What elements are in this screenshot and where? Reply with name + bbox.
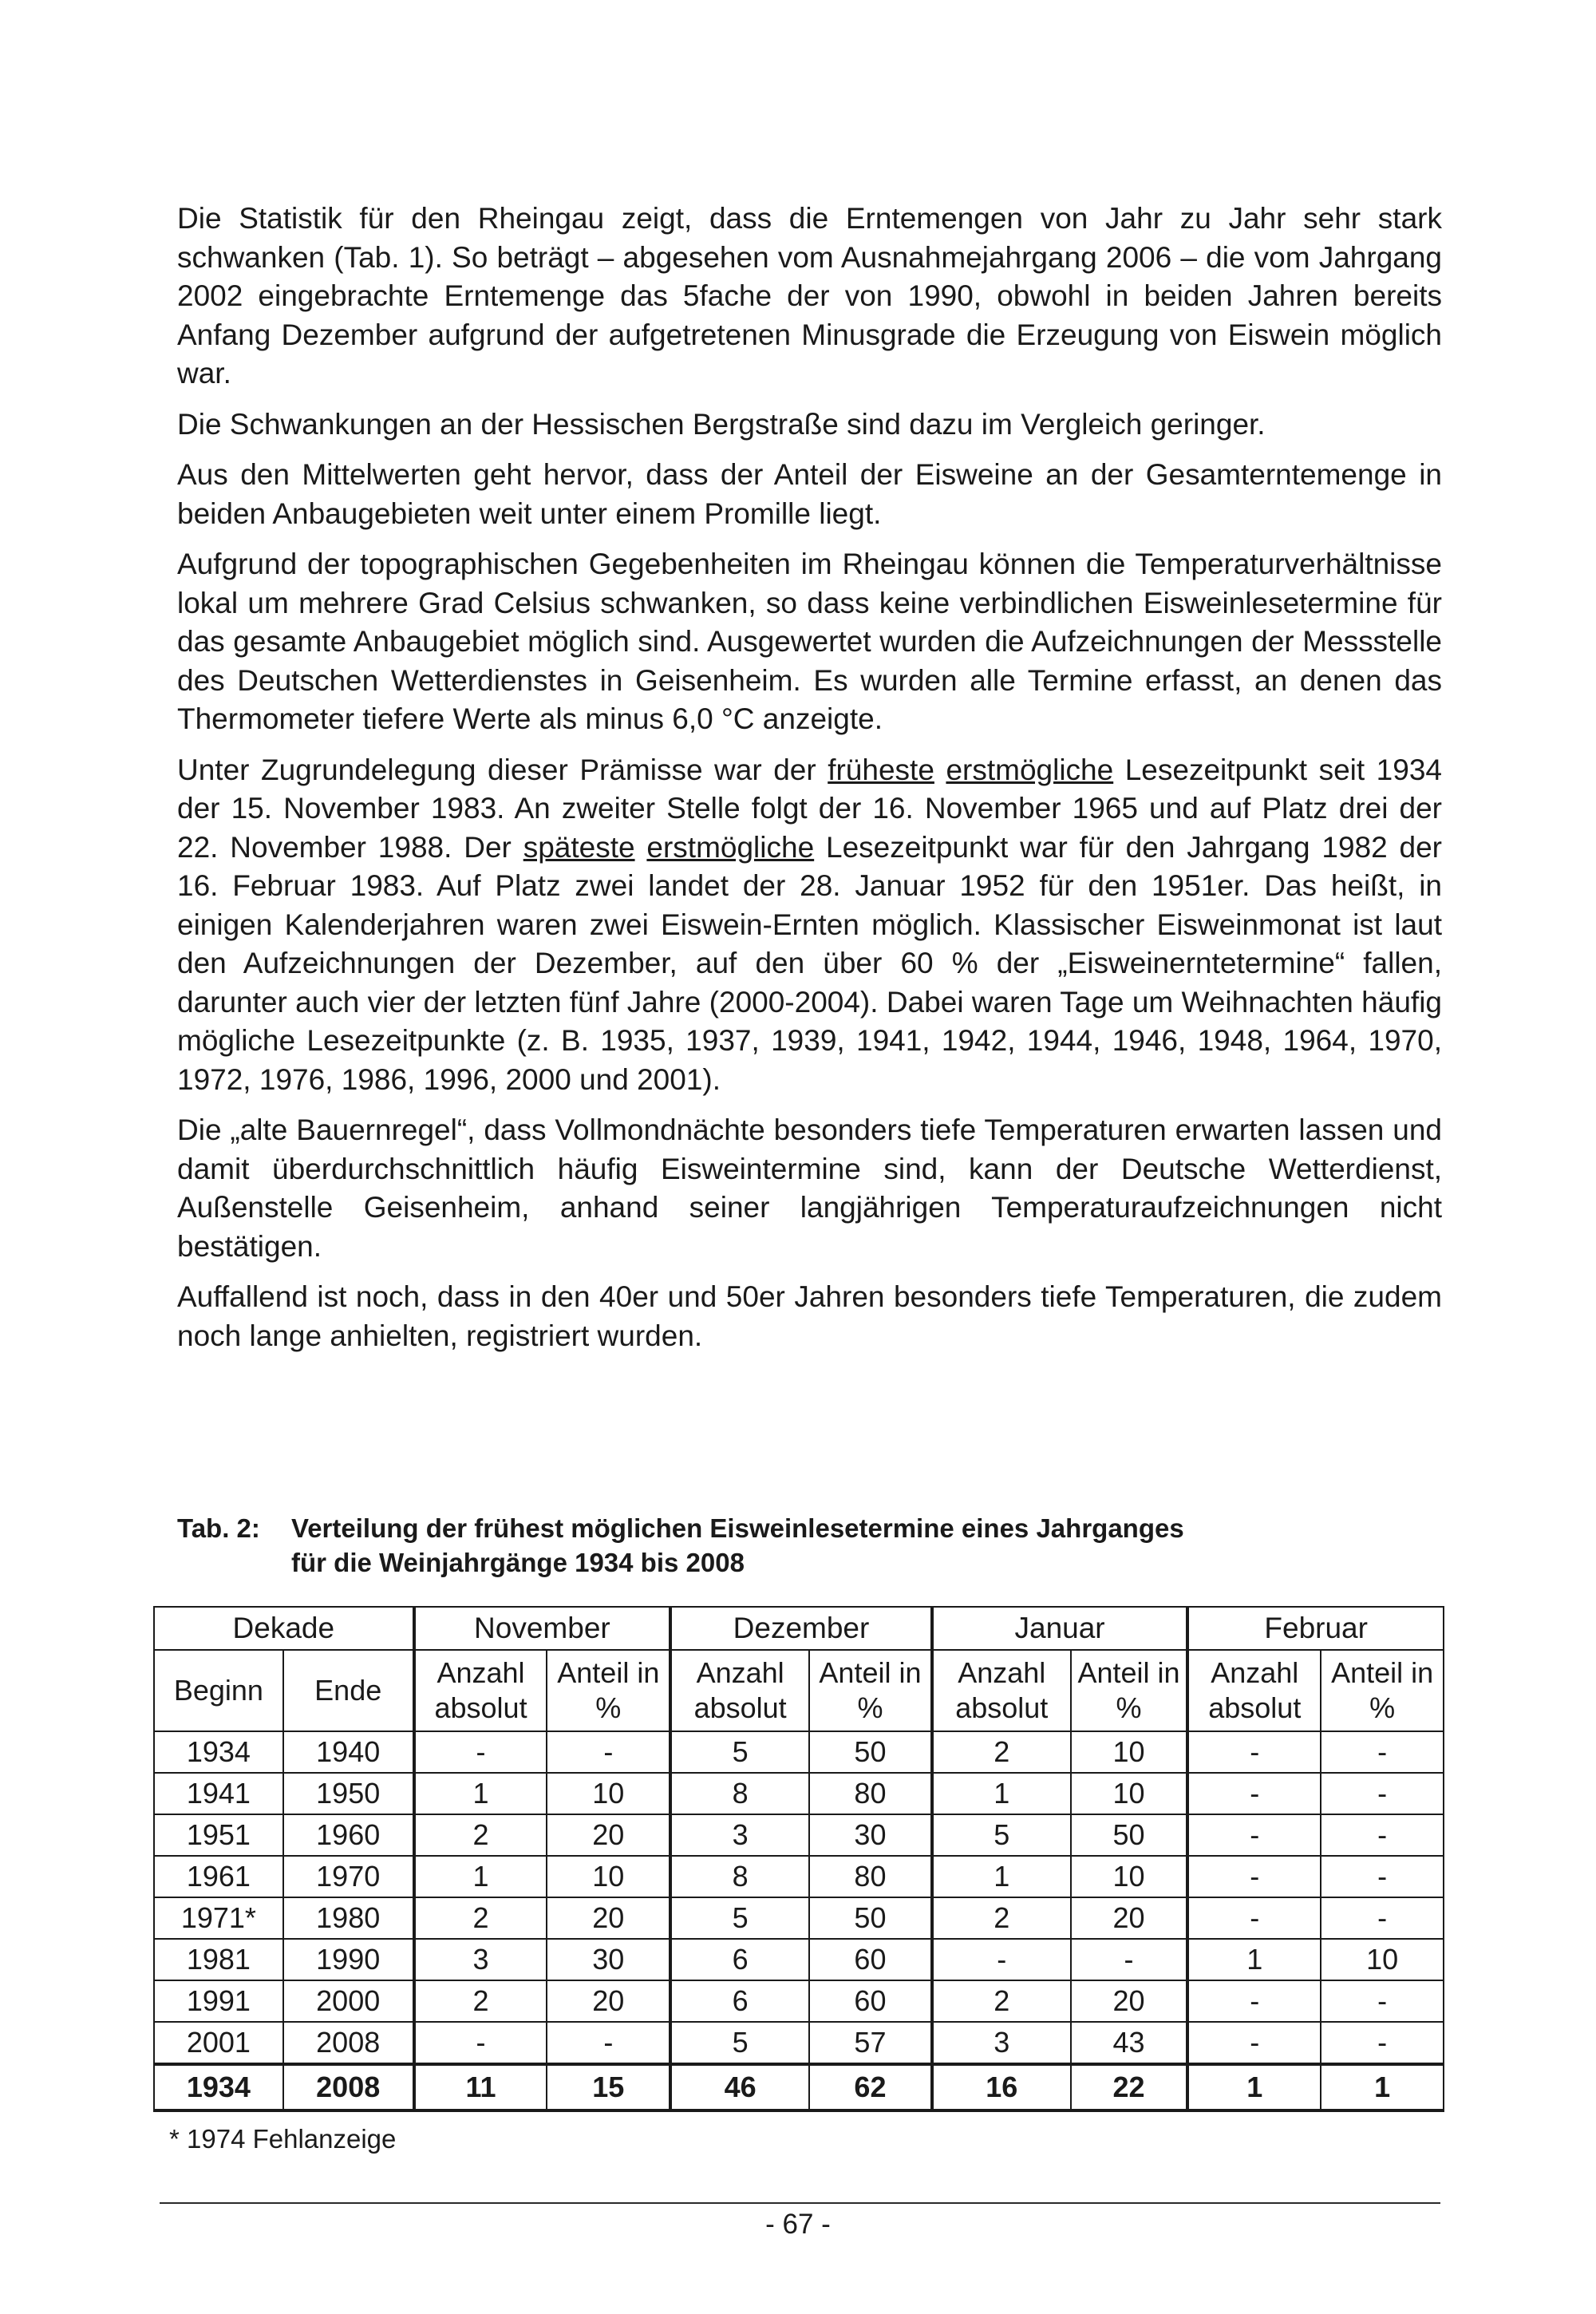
table-cell: 2008 — [283, 2064, 414, 2110]
table-cell: 46 — [670, 2064, 809, 2110]
table-cell: - — [1321, 1814, 1444, 1856]
paragraph-3: Aus den Mittelwerten geht hervor, dass der Anteil der Eisweine an der Gesamterntemenge in beiden Anbaugebieten weit unter einem Promille liegt. — [177, 458, 1442, 530]
table-cell: 20 — [547, 1897, 670, 1939]
eiswein-dates-table — [153, 1606, 1444, 2112]
header-anzahl: Anzahl absolut — [670, 1650, 809, 1731]
table-cell: 1 — [1187, 1939, 1321, 1980]
table-cell: 1 — [1321, 2064, 1444, 2110]
table-cell: - — [1187, 1731, 1321, 1773]
underlined-first-possible-2: erstmögliche — [646, 830, 815, 864]
table-row — [154, 1731, 1444, 1773]
table-cell: - — [1321, 2022, 1444, 2064]
table-cell: 50 — [809, 1731, 932, 1773]
table-cell: - — [1187, 1773, 1321, 1814]
table-cell: 30 — [809, 1814, 932, 1856]
table-cell: 10 — [547, 1856, 670, 1897]
table-cell: 8 — [670, 1773, 809, 1814]
table-row — [154, 1939, 1444, 1980]
table-cell: 1971* — [154, 1897, 283, 1939]
table-cell: - — [414, 2022, 547, 2064]
table-cell: 5 — [670, 2022, 809, 2064]
header-anteil: Anteil in % — [547, 1650, 670, 1731]
table-cell: 10 — [547, 1773, 670, 1814]
table-cell: 16 — [932, 2064, 1071, 2110]
table-cell: 3 — [414, 1939, 547, 1980]
table-cell: 1991 — [154, 1980, 283, 2022]
table-cell: 2 — [414, 1814, 547, 1856]
table-cell: 62 — [809, 2064, 932, 2110]
table-cell: 1 — [414, 1856, 547, 1897]
table-cell: 1934 — [154, 1731, 283, 1773]
table-body — [154, 1731, 1444, 2110]
table-cell: 1 — [932, 1773, 1071, 1814]
table-cell: 57 — [809, 2022, 932, 2064]
paragraph-1: Die Statistik für den Rheingau zeigt, dass die Erntemengen von Jahr zu Jahr sehr stark schwanken (Tab. 1). So beträgt – abgesehen vom Ausnahmejahrgang 2006 – die vom Jahrgang 2002 eingebrachte Erntemenge das 5fache der von 1990, obwohl in beiden Jahren bereits Anfang Dezember aufgrund der aufgetretenen Minusgrade die Erzeugung von Eiswein möglich war. — [177, 202, 1442, 390]
table-cell: - — [1187, 2022, 1321, 2064]
header-dekade: Dekade — [154, 1607, 414, 1650]
table-cell: 80 — [809, 1856, 932, 1897]
table-cell: 2000 — [283, 1980, 414, 2022]
paragraph-5 — [177, 751, 1442, 1100]
table-cell: 1951 — [154, 1814, 283, 1856]
table-cell: 20 — [1071, 1980, 1188, 2022]
table-cell: 30 — [547, 1939, 670, 1980]
table-cell: 43 — [1071, 2022, 1188, 2064]
table-cell: 2 — [414, 1980, 547, 2022]
table-total-row — [154, 2064, 1444, 2110]
table-cell: - — [547, 1731, 670, 1773]
underlined-first-possible-1: erstmögliche — [946, 753, 1114, 786]
paragraph-4: Aufgrund der topographischen Gegebenheiten im Rheingau können die Temperaturverhältnisse lokal um mehrere Grad Celsius schwanken, so dass keine verbindlichen Eisweinlesetermine für das gesamte Anbaugebiet möglich sind. Ausgewertet wurden die Aufzeichnungen der Messstelle des Deutschen Wetterdienstes in Geisenheim. Es wurden alle Termine erfasst, an denen das Thermometer tiefere Werte als minus 6,0 °C anzeigte. — [177, 548, 1442, 735]
table-cell: - — [414, 1731, 547, 1773]
table-cell: 1 — [932, 1856, 1071, 1897]
table-caption — [177, 1511, 1294, 1580]
table-cell: 1990 — [283, 1939, 414, 1980]
table-cell: 10 — [1321, 1939, 1444, 1980]
table-cell: 1961 — [154, 1856, 283, 1897]
table-cell: 60 — [809, 1980, 932, 2022]
table-row — [154, 2022, 1444, 2064]
header-dezember: Dezember — [670, 1607, 932, 1650]
table-cell: 80 — [809, 1773, 932, 1814]
table-cell: 50 — [809, 1897, 932, 1939]
paragraph-7: Auffallend ist noch, dass in den 40er und 50er Jahren besonders tiefe Temperaturen, die zudem noch lange anhielten, registriert wurden. — [177, 1280, 1442, 1352]
table-caption-label: Tab. 2: — [177, 1513, 260, 1543]
header-anteil: Anteil in % — [809, 1650, 932, 1731]
table-cell: - — [932, 1939, 1071, 1980]
table-cell: 2 — [932, 1897, 1071, 1939]
table-cell: 1 — [414, 1773, 547, 1814]
table-cell: 10 — [1071, 1773, 1188, 1814]
table-cell: 10 — [1071, 1731, 1188, 1773]
table-cell: 20 — [1071, 1897, 1188, 1939]
table-cell: 6 — [670, 1980, 809, 2022]
header-anzahl: Anzahl absolut — [414, 1650, 547, 1731]
table-cell: 3 — [932, 2022, 1071, 2064]
table-cell: 1981 — [154, 1939, 283, 1980]
table-cell: 5 — [670, 1897, 809, 1939]
header-anzahl: Anzahl absolut — [932, 1650, 1071, 1731]
paragraph-6: Die „alte Bauernregel“, dass Vollmondnächte besonders tiefe Temperaturen erwarten lassen und damit überdurchschnittlich häufig Eisweintermine sind, kann der Deutsche Wetterdienst, Außenstelle Geisenheim, anhand seiner langjährigen Temperaturaufzeichnungen nicht bestätigen. — [177, 1113, 1442, 1263]
table-cell: - — [1187, 1980, 1321, 2022]
table-cell: - — [1187, 1856, 1321, 1897]
paragraph-5-part-a: Unter Zugrundelegung dieser Prämisse war der — [177, 753, 816, 786]
underlined-earliest: früheste — [828, 753, 934, 786]
table-cell: 5 — [932, 1814, 1071, 1856]
paragraph-5-part-b: Lesezeitpunkt seit 1934 der 15. November 1983. An zweiter Stelle folgt der 16. November 1965 und auf Platz drei der 22. November 1988. Der — [177, 753, 1442, 864]
table-row — [154, 1773, 1444, 1814]
table-cell: 1940 — [283, 1731, 414, 1773]
table-cell: 15 — [547, 2064, 670, 2110]
paragraph-5-part-c: Lesezeitpunkt war für den Jahrgang 1982 der 16. Februar 1983. Auf Platz zwei landet der 28. Januar 1952 für den 1951er. Das heißt, in einigen Kalenderjahren waren zwei Eiswein-Ernten möglich. Klassischer Eisweinmonat ist laut den Aufzeichnungen der Dezember, auf den über 60 % der „Eisweinerntetermine“ fallen, darunter auch vier der letzten fünf Jahre (2000-2004). Dabei waren Tage um Weihnachten häufig mögliche Lesezeitpunkte (z. B. 1935, 1937, 1939, 1941, 1942, 1944, 1946, 1948, 1964, 1970, 1972, 1976, 1986, 1996, 2000 und 2001). — [177, 830, 1442, 1096]
table-cell: - — [1187, 1814, 1321, 1856]
table-cell: - — [1321, 1897, 1444, 1939]
table-cell: - — [1321, 1980, 1444, 2022]
table-cell: 11 — [414, 2064, 547, 2110]
table-cell: 1950 — [283, 1773, 414, 1814]
header-anteil: Anteil in % — [1321, 1650, 1444, 1731]
table-row — [154, 1897, 1444, 1939]
table-header-sub-row — [154, 1650, 1444, 1731]
table-cell: - — [547, 2022, 670, 2064]
header-beginn: Beginn — [154, 1650, 283, 1731]
header-november: November — [414, 1607, 671, 1650]
table-row — [154, 1814, 1444, 1856]
table-cell: 1980 — [283, 1897, 414, 1939]
table-cell: - — [1071, 1939, 1188, 1980]
table-cell: 2 — [932, 1731, 1071, 1773]
table-cell: 50 — [1071, 1814, 1188, 1856]
header-ende: Ende — [283, 1650, 414, 1731]
table-caption-line-2: für die Weinjahrgänge 1934 bis 2008 — [291, 1548, 745, 1577]
table-cell: - — [1187, 1897, 1321, 1939]
footer-divider — [160, 2202, 1440, 2204]
table-cell: 3 — [670, 1814, 809, 1856]
table-cell: 5 — [670, 1731, 809, 1773]
header-januar: Januar — [932, 1607, 1188, 1650]
header-februar: Februar — [1187, 1607, 1444, 1650]
table-row — [154, 1980, 1444, 2022]
table-cell: 1960 — [283, 1814, 414, 1856]
table-cell: - — [1321, 1731, 1444, 1773]
table-cell: - — [1321, 1856, 1444, 1897]
body-text — [177, 200, 1442, 1367]
table-cell: 20 — [547, 1980, 670, 2022]
table-caption-line-1: Verteilung der frühest möglichen Eisweinlesetermine eines Jahrganges — [291, 1513, 1184, 1543]
table-cell: - — [1321, 1773, 1444, 1814]
page-number: - 67 - — [765, 2209, 831, 2240]
header-anzahl: Anzahl absolut — [1187, 1650, 1321, 1731]
table-cell: 10 — [1071, 1856, 1188, 1897]
underlined-latest: späteste — [523, 830, 635, 864]
table-footnote: * 1974 Fehlanzeige — [169, 2124, 397, 2154]
header-anteil: Anteil in % — [1071, 1650, 1188, 1731]
table-cell: 1941 — [154, 1773, 283, 1814]
table-header-group-row — [154, 1607, 1444, 1650]
table-cell: 22 — [1071, 2064, 1188, 2110]
table-cell: 1970 — [283, 1856, 414, 1897]
table-cell: 2 — [414, 1897, 547, 1939]
table-cell: 1 — [1187, 2064, 1321, 2110]
table-cell: 2001 — [154, 2022, 283, 2064]
table-cell: 60 — [809, 1939, 932, 1980]
table-cell: 2008 — [283, 2022, 414, 2064]
table-row — [154, 1856, 1444, 1897]
table-cell: 8 — [670, 1856, 809, 1897]
paragraph-2: Die Schwankungen an der Hessischen Bergstraße sind dazu im Vergleich geringer. — [177, 407, 1266, 441]
table-cell: 2 — [932, 1980, 1071, 2022]
table-cell: 20 — [547, 1814, 670, 1856]
table-cell: 1934 — [154, 2064, 283, 2110]
table-cell: 6 — [670, 1939, 809, 1980]
